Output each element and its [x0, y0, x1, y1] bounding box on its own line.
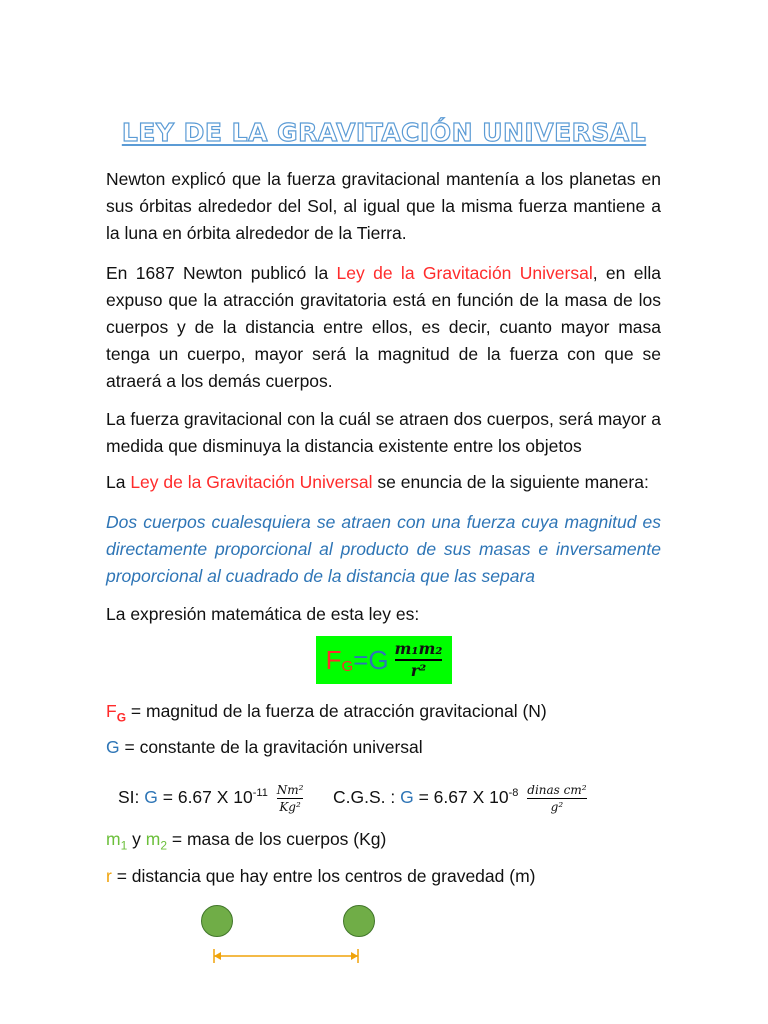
- m2-symbol: m: [145, 829, 161, 849]
- cgs-unit-bar: [527, 798, 586, 799]
- formula-numerator: m₁m₂: [394, 639, 443, 659]
- definition-cgs: [333, 780, 587, 814]
- p4-after: se enuncia de la siguiente manera:: [372, 472, 649, 492]
- fg-sub: G: [116, 710, 127, 725]
- cgs-label: C.G.S. :: [333, 786, 401, 807]
- formula-f: F: [325, 644, 342, 675]
- m1-sub: 1: [120, 838, 128, 853]
- si-unit-den: Kg²: [279, 799, 301, 814]
- formula-denominator: r²: [410, 660, 427, 680]
- si-unit-bar: [277, 798, 304, 799]
- expression-intro: La expresión matemática de esta ley es:: [106, 604, 420, 624]
- r-symbol: r: [106, 866, 112, 886]
- si-exponent: -11: [252, 787, 268, 799]
- formula-f-sub: G: [341, 657, 354, 675]
- definition-fg: [106, 698, 547, 732]
- masses-and: y: [127, 829, 146, 849]
- law-name-highlight-2: Ley de la Gravitación Universal: [130, 472, 373, 492]
- paragraph-distance: La fuerza gravitacional con la cuál se atraen dos cuerpos, será mayor a medida que disminuya la distancia existente entre los objetos: [106, 409, 661, 456]
- r-text: = distancia que hay entre los centros de gravedad (m): [111, 866, 536, 886]
- cgs-g-symbol: G: [400, 786, 414, 807]
- p2-after: , en ella expuso que la atracción gravitatoria está en función de la masa de los cuerpos y de la distancia entre ellos, es decir, cuanto mayor masa tenga un cuerpo, mayor será la magnitud de la fuerza con que se atraerá a los demás cuerpos.: [106, 263, 662, 391]
- g-symbol: G: [106, 737, 120, 757]
- fg-symbol: F: [106, 701, 117, 721]
- mass-2-circle: [343, 905, 375, 937]
- page-title: LEY DE LA GRAVITACIÓN UNIVERSAL: [121, 118, 647, 147]
- formula-eq: =: [353, 644, 369, 675]
- mass-1-circle: [201, 905, 233, 937]
- p4-before: La: [106, 472, 131, 492]
- m2-sub: 2: [160, 838, 168, 853]
- law-statement: Dos cuerpos cualesquiera se atraen con una fuerza cuya magnitud es directamente proporcional al producto de sus masas e inversamente proporcional al cuadrado de la distancia que las separa: [106, 512, 661, 586]
- formula-fraction: [395, 640, 443, 680]
- g-text: = constante de la gravitación universal: [119, 737, 423, 757]
- cgs-value: = 6.67 X 10: [413, 786, 509, 807]
- si-unit-num: Nm²: [276, 782, 304, 797]
- definition-si: [118, 780, 303, 814]
- formula-g: G: [368, 644, 389, 675]
- fg-text: = magnitud de la fuerza de atracción gravitacional (N): [126, 701, 547, 721]
- cgs-exponent: -8: [508, 787, 519, 799]
- paragraph-newton-orbits: Newton explicó que la fuerza gravitacional mantenía a los planetas en sus órbitas alrededor del Sol, al igual que la misma fuerza mantiene a la luna en órbita alrededor de la Tierra.: [106, 169, 661, 243]
- masses-text: = masa de los cuerpos (Kg): [167, 829, 387, 849]
- paragraph-newton-1687: [106, 260, 661, 395]
- formula-box: [316, 636, 452, 684]
- distance-arrow: [208, 946, 364, 966]
- definition-g: [106, 734, 423, 761]
- si-label: SI:: [118, 786, 145, 807]
- si-g-symbol: G: [144, 786, 158, 807]
- distance-left-arrowhead: [214, 952, 221, 960]
- definition-masses: [106, 826, 386, 860]
- m1-symbol: m: [106, 829, 121, 849]
- cgs-unit-num: dinas cm²: [527, 782, 587, 797]
- law-name-highlight: Ley de la Gravitación Universal: [336, 263, 593, 283]
- cgs-unit-fraction: [527, 783, 586, 814]
- paragraph-law-intro: [106, 469, 661, 496]
- p2-before: En 1687 Newton publicó la: [106, 263, 337, 283]
- distance-right-arrowhead: [351, 952, 358, 960]
- cgs-unit-den: g²: [550, 799, 564, 814]
- si-value: = 6.67 X 10: [157, 786, 253, 807]
- si-unit-fraction: [277, 783, 304, 814]
- definition-r: [106, 863, 535, 890]
